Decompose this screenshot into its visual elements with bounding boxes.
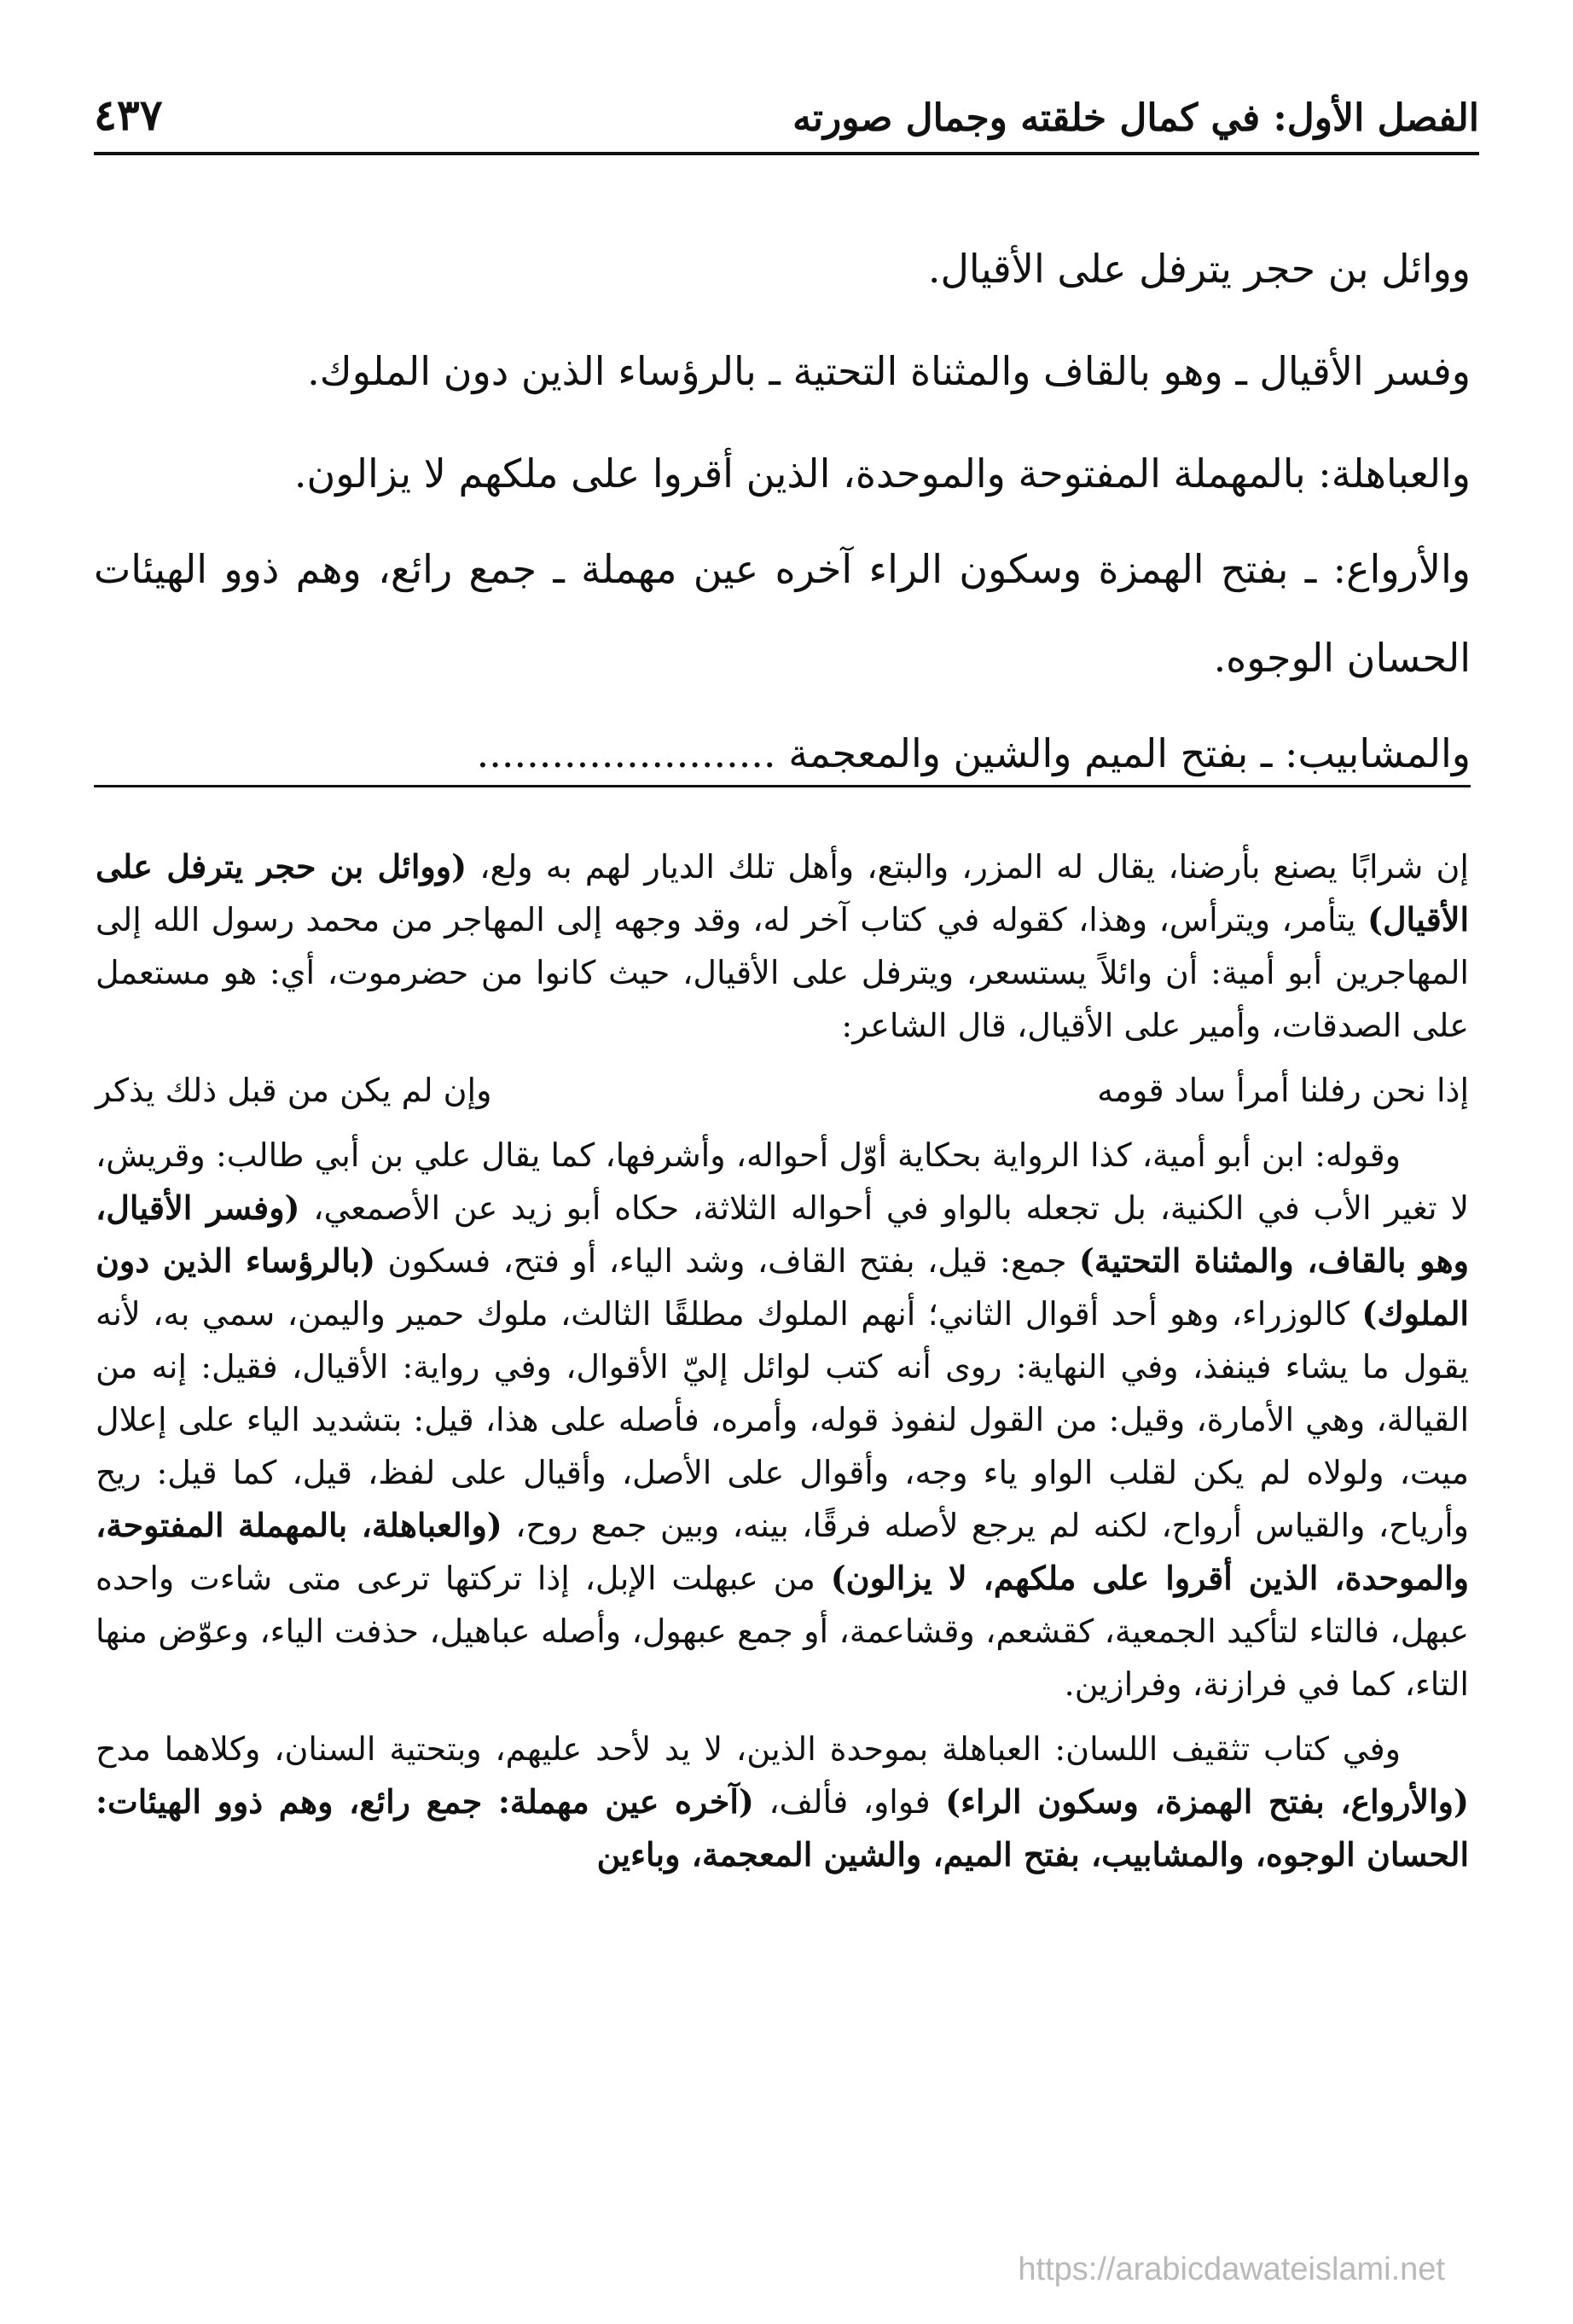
- ellipsis-dots: ........................: [476, 730, 776, 776]
- commentary-text-run: جمع: قيل، بفتح القاف، وشد الياء، أو فتح، فسكون: [375, 1242, 1079, 1280]
- quoted-matn: (والعباهلة، بالمهملة المفتوحة، والموحدة، الذين أقروا على ملكهم، لا يزالون): [96, 1506, 1469, 1597]
- quoted-matn: (بالرؤساء الذين دون الملوك): [96, 1241, 1469, 1333]
- commentary-text-run: فواو، فألف،: [753, 1783, 946, 1821]
- page-header: [94, 89, 1479, 140]
- commentary-text-run: كالوزراء، وهو أحد أقوال الثاني؛ أنهم الملوك مطلقًا الثالث، ملوك حمير واليمن، سمي به، لأنه يقول ما يشاء فينفذ، وفي النهاية: روى أنه كتب لوائل إليّ الأقوال، وفي رواية: الأقيال، فقيل: إنه من القيالة، وهي الأمارة، وقيل: من القول لنفوذ قوله، وأمره، فأصله على هذا، قيل: بتشديد الياء على إعلال ميت، ولولاه لم يكن لقلب الواو ياء وجه، وأقوال على الأصل، وأقيال على لفظ، قيل، كما قيل: ريح وأرياح، والقياس أرواح، لكنه لم يرجع لأصله فرقًا، بينه، وبين جمع روح،: [96, 1295, 1470, 1544]
- poetry-verse: [96, 1064, 1469, 1117]
- matn-line: [94, 702, 1471, 805]
- commentary-paragraph: [96, 1129, 1469, 1711]
- commentary-text: [96, 840, 1469, 1893]
- verse-second-hemistich: وإن لم يكن من قبل ذلك يذكر: [96, 1072, 492, 1109]
- chapter-title: الفصل الأول: في كمال خلقته وجمال صورته: [792, 96, 1479, 140]
- commentary-text-run: يتأمر، ويترأس، وهذا، كقوله في كتاب آخر له، وقد وجهه إلى المهاجر من محمد رسول الله إلى المهاجرين أبو أمية: أن وائلاً يستسعر، ويترفل على الأقيال، حيث كانوا من حضرموت، أي: هو مستعمل على الصدقات، وأمير على الأقيال، قال الشاعر:: [96, 901, 1469, 1044]
- page-number: ٤٣٧: [94, 90, 163, 140]
- watermark-url: https://arabicdawateislami.net: [1018, 2251, 1445, 2287]
- commentary-text-run: وقوله: ابن أبو أمية، كذا الرواية بحكاية أوّل أحواله، وأشرفها، كما يقال علي بن أبي طالب: وقريش، لا تغير الأب في الكنية، بل تجعله بالواو في أحواله الثلاثة، حكاه أبو زيد عن الأصمعي،: [96, 1136, 1470, 1227]
- commentary-paragraph: [96, 840, 1469, 1052]
- matn-line: والأرواع: ـ بفتح الهمزة وسكون الراء آخره عين مهملة ـ جمع رائع، وهم ذوو الهيئات الحسان الوجوه.: [94, 546, 1471, 681]
- commentary-text-run: إن شرابًا يصنع بأرضنا، يقال له المزر، والبتع، وأهل تلك الديار لهم به ولع،: [467, 848, 1469, 886]
- verse-first-hemistich: إذا نحن رفلنا أمرأ ساد قومه: [1097, 1072, 1469, 1109]
- main-text: [94, 218, 1471, 805]
- matn-line: ووائل بن حجر يترفل على الأقيال.: [927, 246, 1471, 292]
- quoted-matn: (آخره عين مهملة: جمع رائع، وهم ذوو الهيئات: الحسان الوجوه، والمشابيب، بفتح الميم، والشين المعجمة، وباءين: [96, 1782, 1469, 1874]
- footnote-divider: [94, 785, 1471, 787]
- matn-line: وفسر الأقيال ـ وهو بالقاف والمثناة التحتية ـ بالرؤساء الذين دون الملوك.: [307, 348, 1471, 394]
- commentary-text-run: من عبهلت الإبل، إذا تركتها ترعى متى شاءت واحده عبهل، فالتاء لتأكيد الجمعية، كقشعم، وقشاعمة، أو جمع عبهول، وأصله عباهيل، حذفت الياء، وعوّض منها التاء، كما في فرازنة، وفرازين.: [96, 1560, 1469, 1703]
- matn-line-text: والمشابيب: ـ بفتح الميم والشين والمعجمة: [788, 730, 1471, 776]
- quoted-matn: (والأرواع، بفتح الهمزة، وسكون الراء): [945, 1782, 1469, 1821]
- matn-line: والعباهلة: بالمهملة المفتوحة والموحدة، الذين أقروا على ملكهم لا يزالون.: [293, 450, 1471, 497]
- quoted-matn: (وفسر الأقيال، وهو بالقاف، والمثناة التحتية): [96, 1188, 1469, 1280]
- commentary-text-run: وفي كتاب تثقيف اللسان: العباهلة بموحدة الذين، لا يد لأحد عليهم، وبتحتية السنان، وكلاهما مدح: [96, 1730, 1401, 1768]
- quoted-matn: (ووائل بن حجر يترفل على الأقيال): [96, 847, 1469, 938]
- header-rule: [94, 152, 1479, 155]
- commentary-paragraph: [96, 1723, 1469, 1881]
